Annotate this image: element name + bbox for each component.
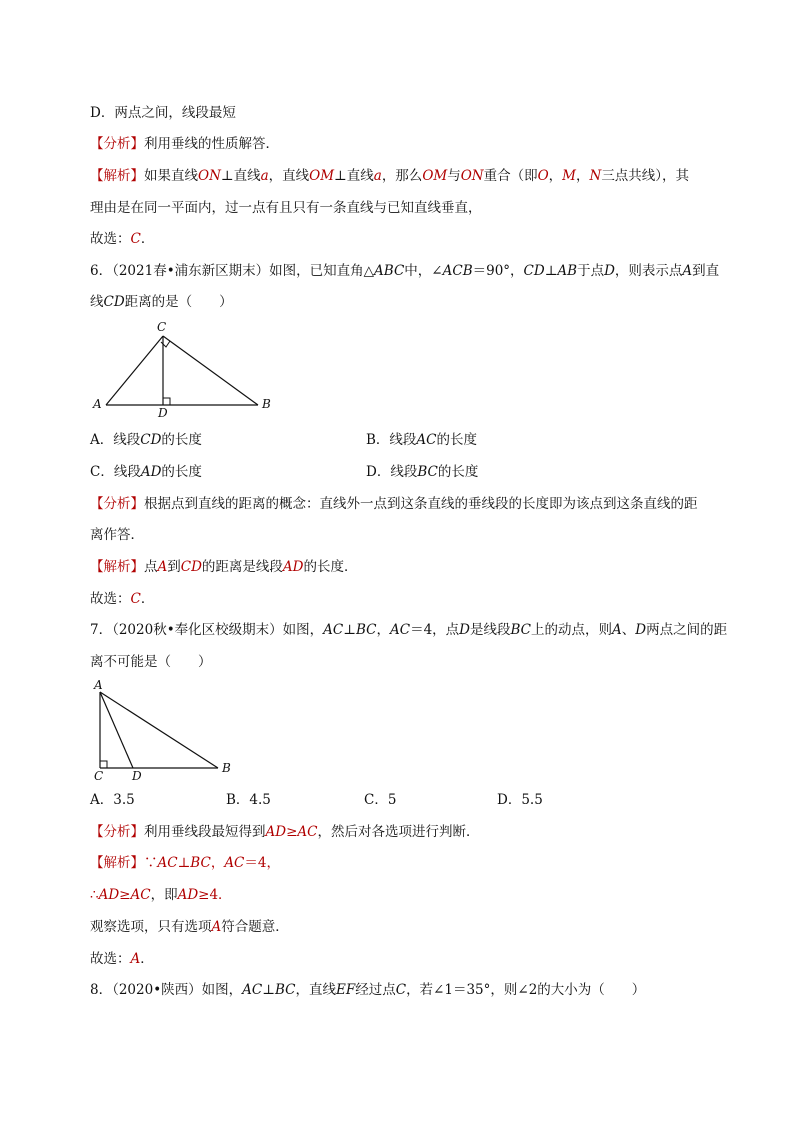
q7-solution-line1 <box>90 853 280 873</box>
text: 的距离是线段 <box>201 559 283 575</box>
math-var: BC <box>510 622 532 638</box>
solution-tag: 【解析】 <box>90 168 144 184</box>
math-var: A <box>682 263 693 279</box>
q7-option-b[interactable]: B．4.5 <box>226 792 271 808</box>
q6-stem-line2 <box>90 292 233 312</box>
label-b: B <box>222 761 231 775</box>
text: ，直线 <box>268 168 310 184</box>
math-var: AC <box>130 887 151 903</box>
analysis-tag: 【分析】 <box>90 496 144 512</box>
text: ＝90°， <box>472 263 524 279</box>
text: 经过点 <box>355 982 396 998</box>
math-var: AC <box>157 855 178 871</box>
text: B．线段 <box>366 432 417 448</box>
text: 6．（2021春•浦东新区期末）如图，已知直角△ <box>90 263 375 279</box>
q6-stem-line1 <box>90 261 719 281</box>
math-var: N <box>589 168 602 184</box>
segment-ad <box>100 692 133 768</box>
math-var: C <box>395 982 407 998</box>
q6-option-a[interactable] <box>90 430 202 450</box>
math-var: AC <box>389 622 411 638</box>
text: 利用垂线段最短得到 <box>144 824 266 840</box>
text: ⊥ <box>262 982 275 998</box>
analysis-text: 根据点到直线的距离的概念：直线外一点到这条直线的垂线段的长度即为该点到这条直线的距 <box>144 496 698 512</box>
text: 的长度 <box>437 464 479 480</box>
q6-answer <box>90 589 154 609</box>
label-c: C <box>94 769 104 782</box>
label-a: A <box>93 397 102 411</box>
math-op: ⊥ <box>177 855 191 871</box>
text: 是线段 <box>470 622 511 638</box>
text: ， <box>548 168 563 184</box>
q6-analysis-line1 <box>90 494 698 514</box>
label-b: B <box>262 397 271 411</box>
text: ⊥直线 <box>220 168 261 184</box>
math-var: D <box>635 622 647 638</box>
answer-prefix: 故选： <box>90 591 131 607</box>
answer-prefix: 故选： <box>90 231 131 247</box>
math-var: ACB <box>442 263 473 279</box>
text: 的长度 <box>161 464 202 480</box>
text: 与 <box>447 168 461 184</box>
q6-solution <box>90 557 357 577</box>
text: ，那么 <box>381 168 423 184</box>
answer-letter: C <box>130 591 141 607</box>
text: 观察选项，只有选项 <box>90 919 212 935</box>
text: 中，∠ <box>404 263 443 279</box>
text: ，若∠1＝35°，则∠2的大小为（ ） <box>406 982 646 998</box>
math-var: ABC <box>374 263 405 279</box>
analysis-tag: 【分析】 <box>90 824 144 840</box>
text: 8．（2020•陕西）如图， <box>90 982 243 998</box>
text: 重合（即 <box>483 168 538 184</box>
math-var: AC <box>224 855 245 871</box>
analysis-text: 利用垂线的性质解答． <box>144 136 279 152</box>
text: C．线段 <box>90 464 141 480</box>
label-d: D <box>132 769 142 782</box>
text: ⊥ <box>544 263 558 279</box>
text: 的长度． <box>303 559 358 575</box>
q7-stem-line1 <box>90 620 727 640</box>
math-var: AC <box>242 982 263 998</box>
math-var: AD <box>282 559 304 575</box>
q5-answer <box>90 229 154 249</box>
math-var: ON <box>460 168 484 184</box>
label-d: D <box>158 406 168 418</box>
text: D．线段 <box>366 464 418 480</box>
answer-suffix: ． <box>140 231 155 247</box>
math-var: BC <box>274 982 296 998</box>
answer-suffix: ． <box>140 951 154 967</box>
math-op: ∴ <box>90 887 99 903</box>
text: ， <box>576 168 590 184</box>
math-var: O <box>537 168 549 184</box>
q6-option-c[interactable] <box>90 462 202 482</box>
math-var: AB <box>557 263 578 279</box>
math-var: CD <box>523 263 545 279</box>
right-angle-mark-c <box>100 761 107 768</box>
math-var: A <box>157 559 168 575</box>
text: 如果直线 <box>144 168 198 184</box>
text: ，即 <box>150 887 178 903</box>
math-var: CD <box>180 559 202 575</box>
text: 距离的是（ ） <box>124 294 233 310</box>
text: 7．（2020秋•奉化区校级期末）如图， <box>90 622 324 638</box>
math-var: BC <box>355 622 377 638</box>
q7-option-c[interactable]: C．5 <box>364 792 397 808</box>
q6-triangle-figure <box>88 318 288 418</box>
math-var: A <box>211 919 222 935</box>
text: A．线段 <box>90 432 141 448</box>
side-bc <box>163 336 258 405</box>
side-ac <box>106 336 163 405</box>
q7-analysis <box>90 822 479 842</box>
text: 到 <box>167 559 181 575</box>
answer-letter: C <box>130 231 141 247</box>
math-var: AD <box>98 887 120 903</box>
math-var: BC <box>417 464 438 480</box>
math-var: D <box>459 622 470 638</box>
math-op: ≥ <box>119 887 131 903</box>
text: ＝4，点 <box>410 622 460 638</box>
text: 到直 <box>692 263 720 279</box>
text: ＝4， <box>244 855 280 871</box>
math-var: CD <box>103 294 125 310</box>
text: 两点之间的距 <box>646 622 728 638</box>
text: ，然后对各选项进行判断． <box>317 824 480 840</box>
math-var: OM <box>422 168 448 184</box>
math-op: ≥ <box>286 824 298 840</box>
math-var: ON <box>198 168 221 184</box>
solution-tag: 【解析】 <box>90 559 144 575</box>
text: ， <box>376 622 390 638</box>
solution-tag: 【解析】 <box>90 855 144 871</box>
q5-solution-line1 <box>90 166 689 186</box>
analysis-tag: 【分析】 <box>90 136 144 152</box>
math-var: a <box>373 168 382 184</box>
math-var: A <box>612 622 622 638</box>
text: 的长度 <box>436 432 478 448</box>
q8-stem <box>90 980 645 1000</box>
text: 的长度 <box>161 432 202 448</box>
math-var: AC <box>416 432 437 448</box>
math-var: AD <box>265 824 287 840</box>
q5-option-d: D．两点之间，线段最短 <box>90 105 236 121</box>
label-c: C <box>157 320 167 334</box>
text: ，则表示点 <box>614 263 683 279</box>
text: ⊥ <box>343 622 356 638</box>
q7-solution-line3 <box>90 917 289 937</box>
text: 符合题意． <box>221 919 289 935</box>
math-var: EF <box>335 982 356 998</box>
math-var: AD <box>177 887 199 903</box>
math-var: AD <box>140 464 162 480</box>
q7-option-d[interactable]: D．5.5 <box>497 792 543 808</box>
math-var: M <box>562 168 576 184</box>
math-var: AC <box>297 824 318 840</box>
q5-solution-line2: 理由是在同一平面内，过一点有且只有一条直线与已知直线垂直， <box>90 200 482 216</box>
q7-answer <box>90 949 154 969</box>
math-var: OM <box>309 168 335 184</box>
q6-option-d[interactable] <box>366 462 478 482</box>
text: 线 <box>90 294 104 310</box>
right-angle-mark-d <box>163 398 170 405</box>
math-var: CD <box>140 432 162 448</box>
answer-prefix: 故选： <box>90 951 131 967</box>
math-op: ∵ <box>144 855 158 871</box>
answer-letter: A <box>130 951 141 967</box>
text: ， <box>210 855 225 871</box>
text: 于点 <box>577 263 605 279</box>
q7-triangle-figure <box>88 678 248 782</box>
text: 、 <box>621 622 636 638</box>
q7-solution-line2 <box>90 885 232 905</box>
math-var: BC <box>190 855 211 871</box>
text: 点 <box>144 559 158 575</box>
text: ≥4． <box>198 887 232 903</box>
text: ，直线 <box>295 982 336 998</box>
text: ⊥直线 <box>334 168 374 184</box>
label-a: A <box>94 678 103 692</box>
text: 上的动点，则 <box>531 622 613 638</box>
q7-stem-line2: 离不可能是（ ） <box>90 654 212 670</box>
answer-suffix: ． <box>140 591 155 607</box>
right-angle-mark-c <box>161 341 170 347</box>
math-var: AC <box>323 622 344 638</box>
side-ab <box>100 692 218 768</box>
text: 三点共线），其 <box>601 168 690 184</box>
math-var: a <box>260 168 269 184</box>
q6-option-b[interactable] <box>366 430 477 450</box>
q7-option-a[interactable]: A．3.5 <box>90 792 135 808</box>
q5-analysis <box>90 134 279 154</box>
q6-analysis-line2: 离作答． <box>90 527 144 543</box>
math-var: D <box>604 263 615 279</box>
